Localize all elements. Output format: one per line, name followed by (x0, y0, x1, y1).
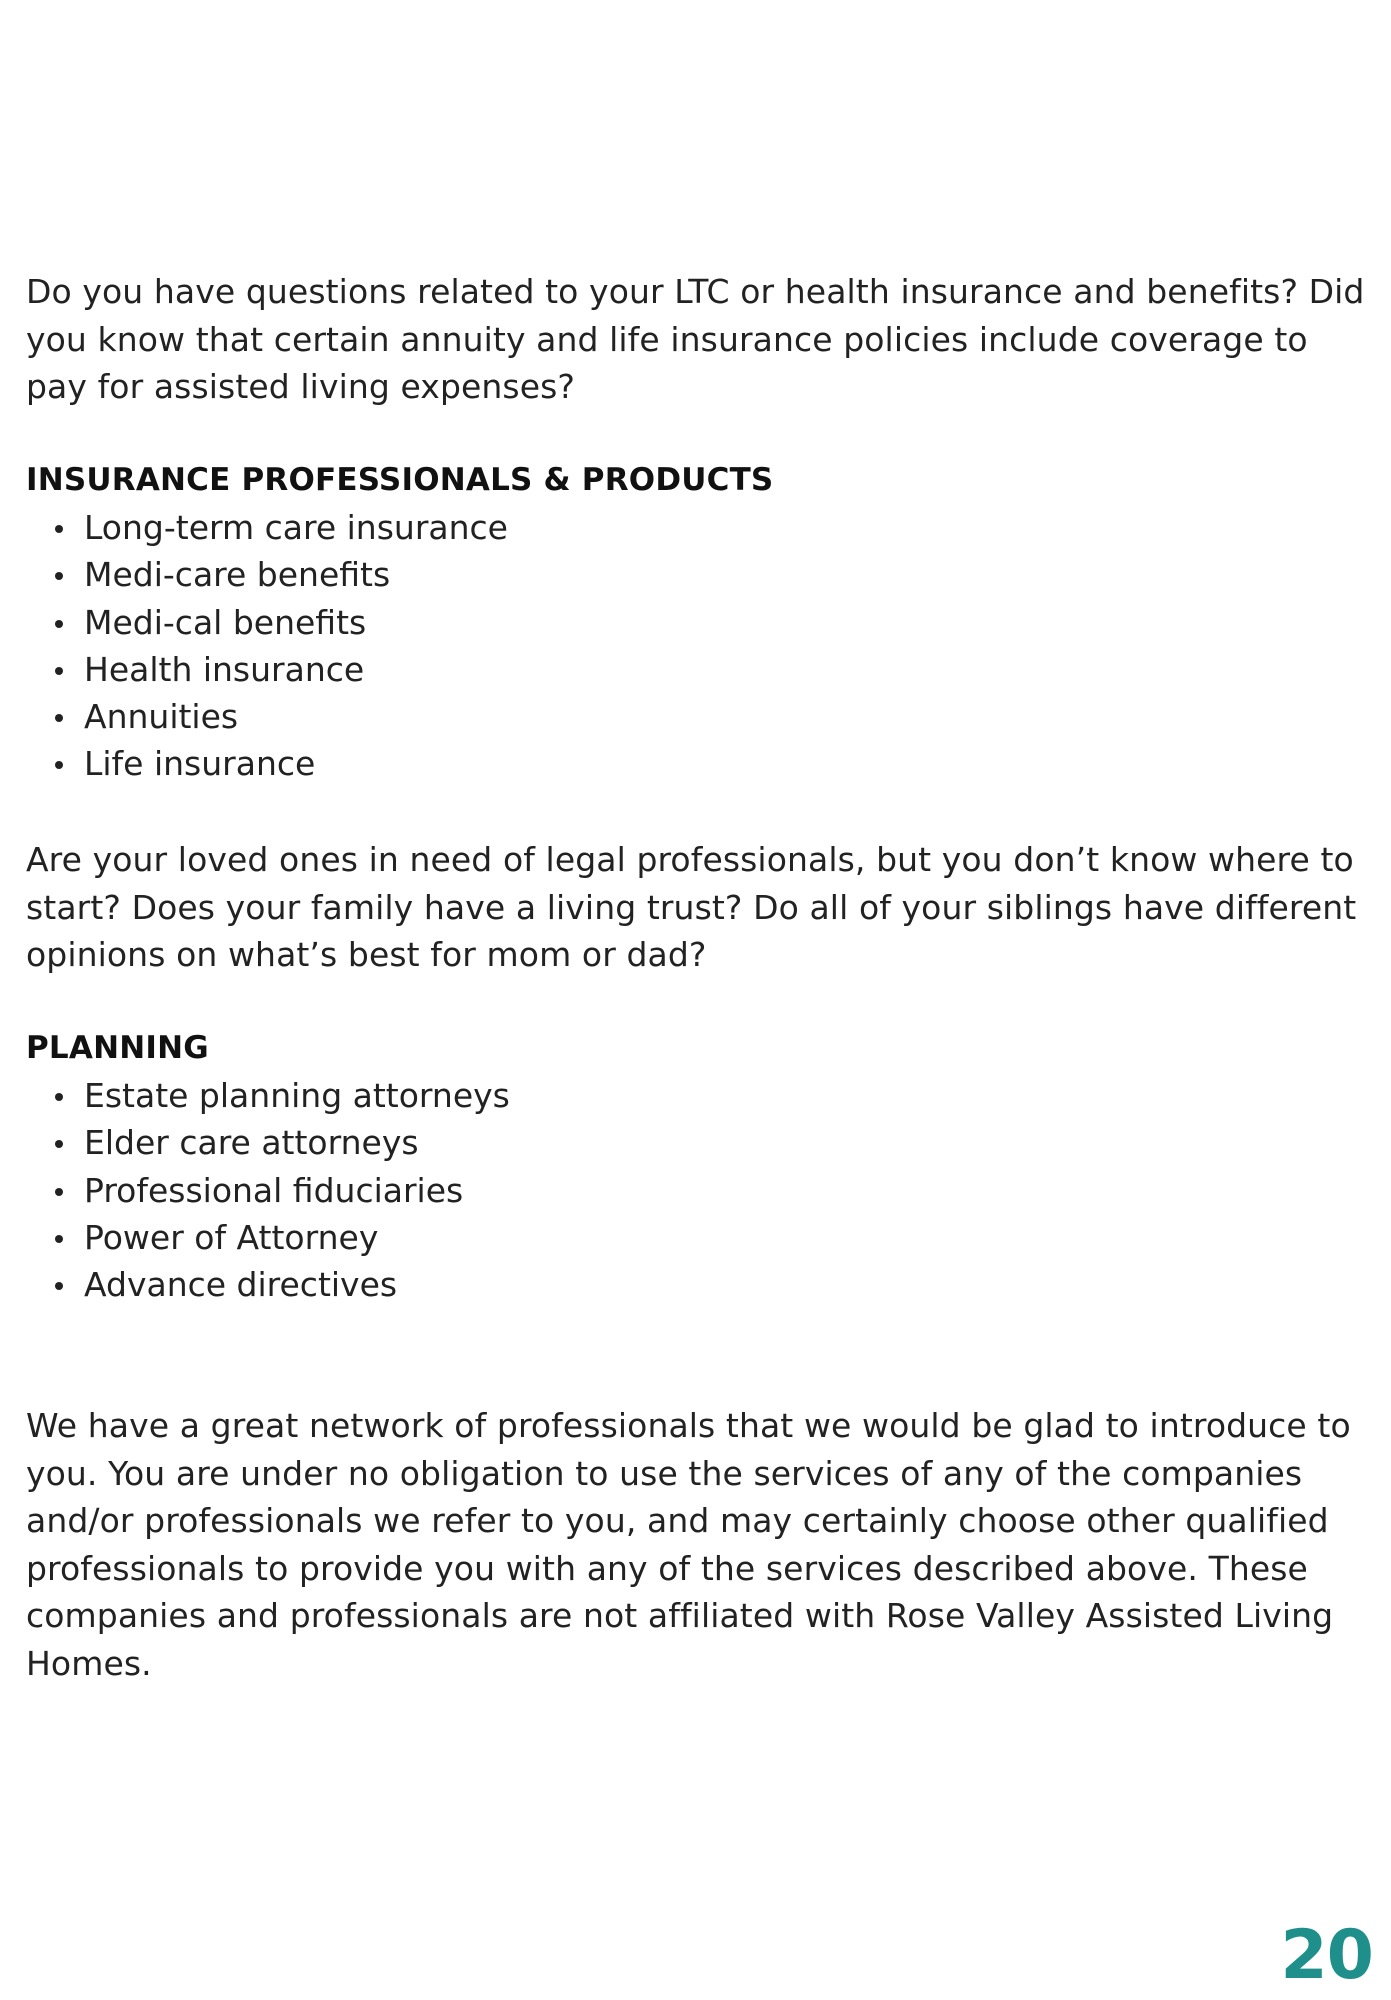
list-item: Life insurance (26, 740, 508, 787)
list-item: Long-term care insurance (26, 504, 508, 551)
list-item: Medi-cal benefits (26, 599, 508, 646)
legal-paragraph: Are your loved ones in need of legal professionals, but you don’t know where to start? Does your family have a living trust? Do all of your siblings have different opinions on what’s best for mom or dad? (26, 840, 1357, 974)
list-item: Power of Attorney (26, 1214, 510, 1261)
list-item: Estate planning attorneys (26, 1072, 510, 1119)
list-item: Health insurance (26, 646, 508, 693)
list-item: Professional fiduciaries (26, 1167, 510, 1214)
planning-section-heading: PLANNING (26, 1030, 209, 1066)
list-item: Elder care attorneys (26, 1119, 510, 1166)
insurance-section-heading: INSURANCE PROFESSIONALS & PRODUCTS (26, 462, 774, 498)
list-item: Medi-care benefits (26, 551, 508, 598)
page-number: 20 (1280, 1916, 1373, 1995)
list-item: Annuities (26, 693, 508, 740)
planning-list (26, 1072, 510, 1308)
list-item: Advance directives (26, 1261, 510, 1308)
network-paragraph: We have a great network of professionals that we would be glad to introduce to you. You are under no obligation to use the services of any of the companies and/or professionals we refer to you, and may certainly choose other qualified professionals to provide you with any of the services described above. These companies and professionals are not affiliated with Rose Valley Assisted Living Homes. (26, 1406, 1351, 1683)
insurance-list (26, 504, 508, 788)
intro-paragraph: Do you have questions related to your LTC or health insurance and benefits? Did you know that certain annuity and life insurance policies include coverage to pay for assisted living expenses? (26, 272, 1365, 406)
